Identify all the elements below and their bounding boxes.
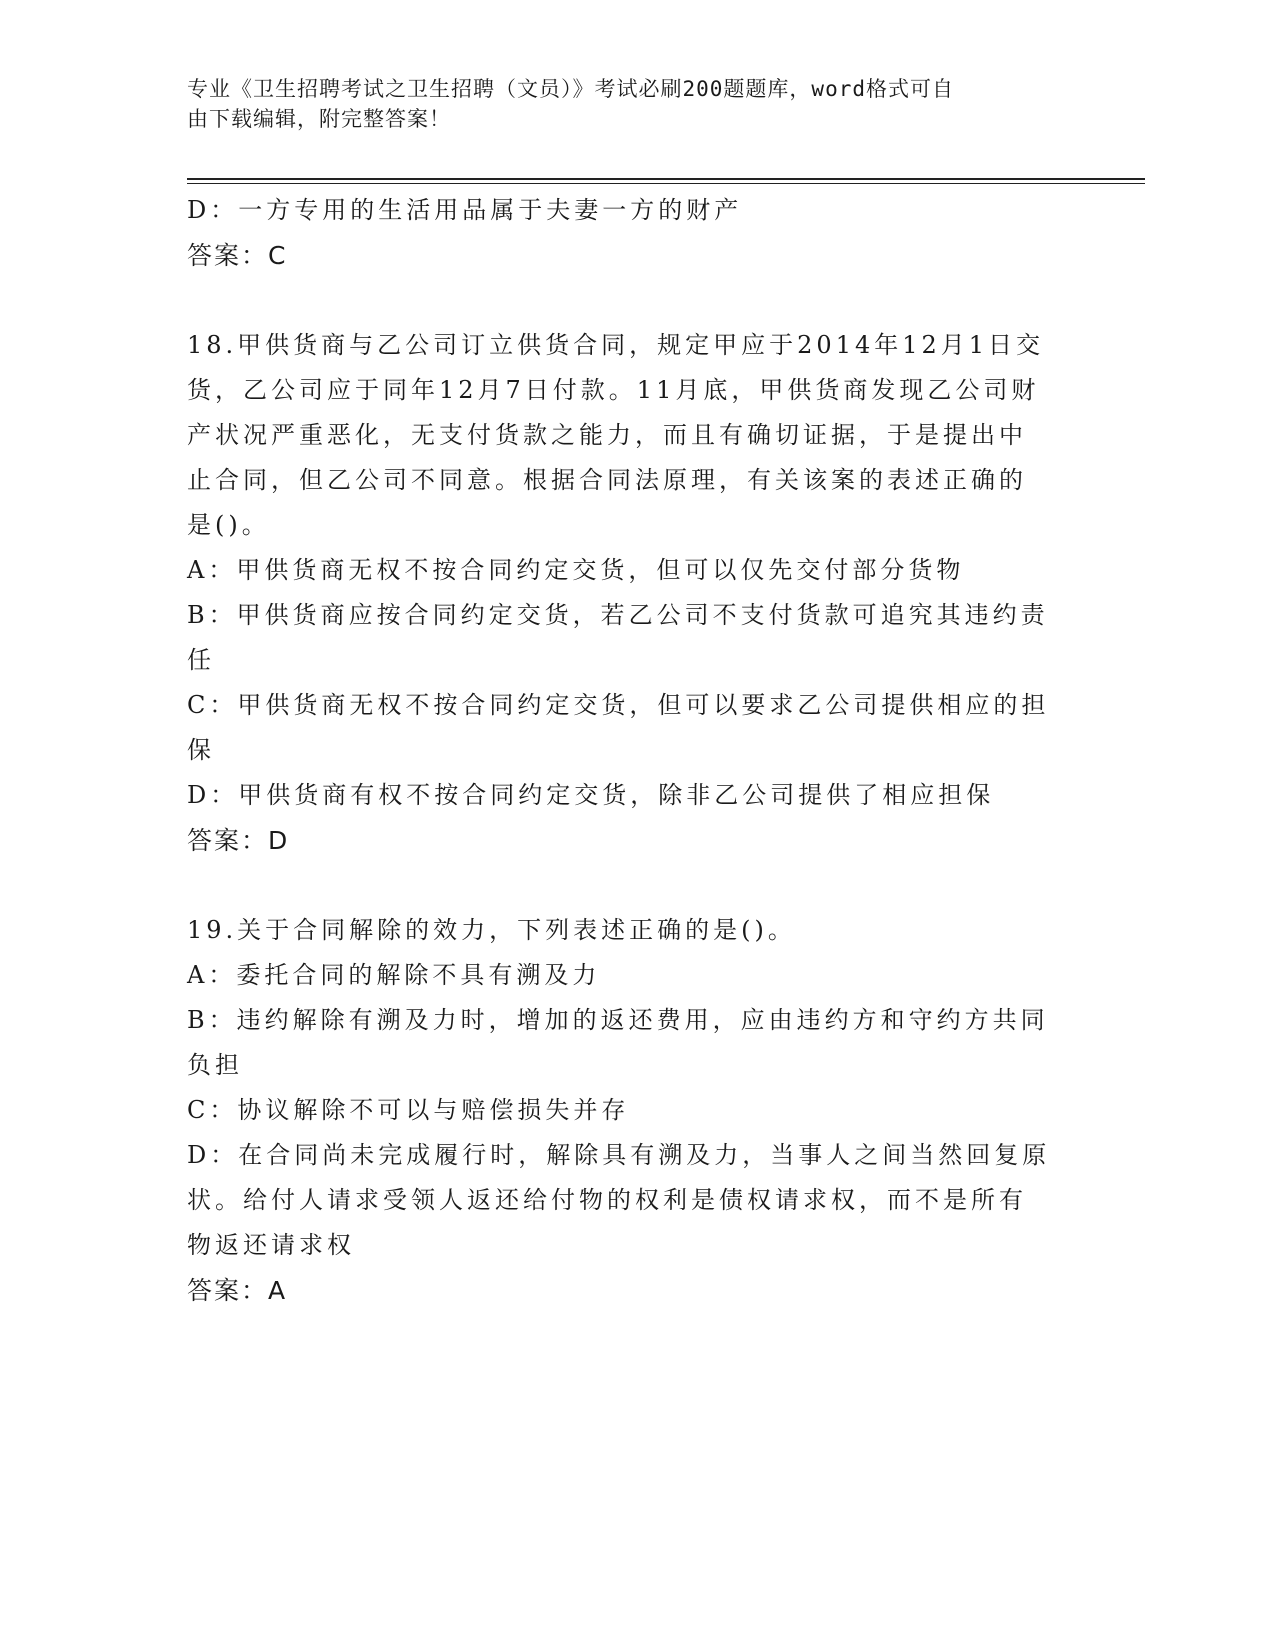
option-line: C：甲供货商无权不按合同约定交货，但可以要求乙公司提供相应的担 [187, 691, 1050, 719]
answer-line: 答案：C [187, 241, 288, 270]
option-line: A：甲供货商无权不按合同约定交货，但可以仅先交付部分货物 [187, 556, 965, 584]
option-line: B：甲供货商应按合同约定交货，若乙公司不支付货款可追究其违约责 [187, 601, 1049, 629]
option-line: C：协议解除不可以与赔偿损失并存 [187, 1096, 630, 1124]
option-line: 保 [187, 736, 215, 764]
carryover-block [187, 188, 1087, 278]
header-line-2: 由下载编辑，附完整答案！ [187, 107, 451, 131]
option-line: D：一方专用的生活用品属于夫妻一方的财产 [187, 196, 743, 224]
question-stem-line: 19.关于合同解除的效力，下列表述正确的是()。 [187, 916, 796, 944]
question-stem-line: 18.甲供货商与乙公司订立供货合同，规定甲应于2014年12月1日交 [187, 331, 1045, 359]
option-line: D：甲供货商有权不按合同约定交货，除非乙公司提供了相应担保 [187, 781, 995, 809]
header-divider-thick [187, 178, 1145, 180]
option-line: 负担 [187, 1051, 243, 1079]
question-18 [187, 323, 1087, 863]
option-line: 任 [187, 646, 215, 674]
question-stem-line: 止合同，但乙公司不同意。根据合同法原理，有关该案的表述正确的 [187, 466, 1027, 494]
header-line-1: 专业《卫生招聘考试之卫生招聘（文员）》考试必刷200题题库，word格式可自 [187, 77, 954, 101]
page-header [187, 74, 1067, 134]
document-body [187, 188, 1087, 1313]
answer-line: 答案：D [187, 826, 290, 855]
question-stem-line: 货，乙公司应于同年12月7日付款。11月底，甲供货商发现乙公司财 [187, 376, 1040, 404]
question-stem-line: 产状况严重恶化，无支付货款之能力，而且有确切证据，于是提出中 [187, 421, 1027, 449]
question-19 [187, 908, 1087, 1313]
option-line: D：在合同尚未完成履行时，解除具有溯及力，当事人之间当然回复原 [187, 1141, 1051, 1169]
question-stem-line: 是()。 [187, 511, 270, 539]
option-line: A：委托合同的解除不具有溯及力 [187, 961, 601, 989]
header-divider-thin [187, 183, 1145, 184]
option-line: 物返还请求权 [187, 1231, 355, 1259]
option-line: 状。给付人请求受领人返还给付物的权利是债权请求权，而不是所有 [187, 1186, 1027, 1214]
option-line: B：违约解除有溯及力时，增加的返还费用，应由违约方和守约方共同 [187, 1006, 1049, 1034]
answer-line: 答案：A [187, 1276, 288, 1305]
